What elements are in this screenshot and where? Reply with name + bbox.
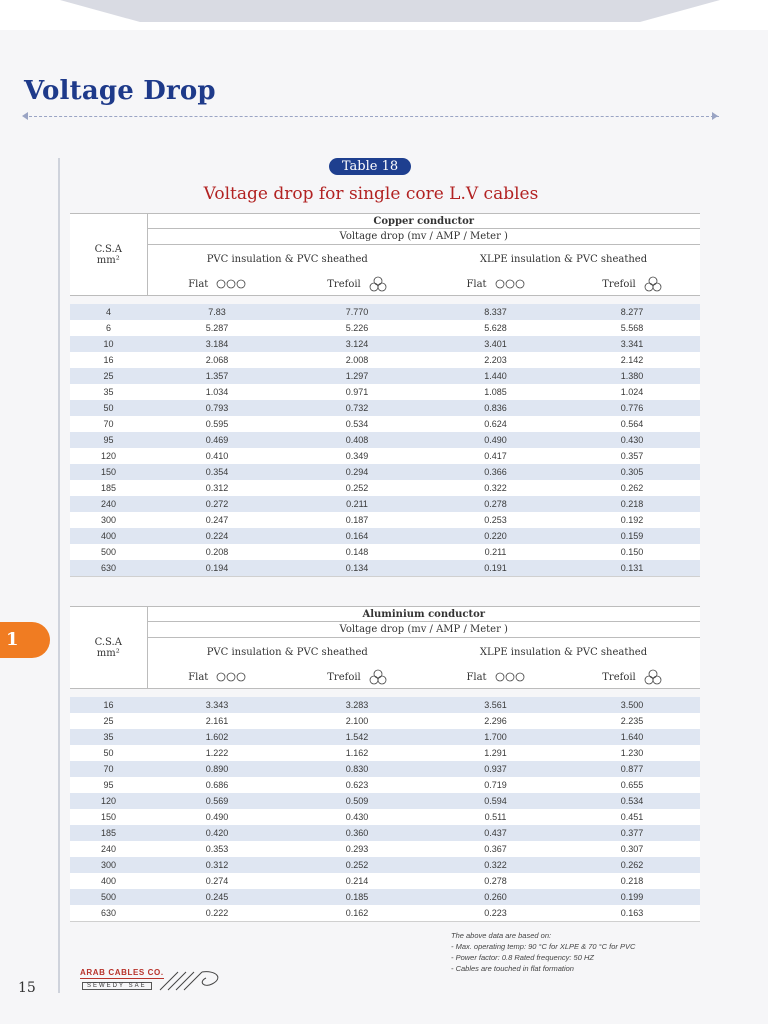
cell-pvc-flat: 0.274 <box>147 873 287 889</box>
cell-xlpe-flat: 0.437 <box>427 825 564 841</box>
copper-table-row <box>70 448 700 464</box>
cell-pvc-trefoil: 0.623 <box>287 777 427 793</box>
copper-table-row <box>70 496 700 512</box>
page-number: 15 <box>18 980 36 996</box>
cell-xlpe-trefoil: 0.131 <box>564 560 700 577</box>
cell-pvc-trefoil: 0.534 <box>287 416 427 432</box>
cell-pvc-flat: 0.354 <box>147 464 287 480</box>
cell-csa: 630 <box>70 560 147 577</box>
section-tab: 1 <box>0 622 50 658</box>
cell-pvc-flat: 3.343 <box>147 697 287 713</box>
flat-formation-icon <box>216 279 246 289</box>
trefoil-label: Trefoil <box>602 278 636 290</box>
cell-csa: 16 <box>70 697 147 713</box>
cell-pvc-flat: 0.490 <box>147 809 287 825</box>
cell-csa: 150 <box>70 809 147 825</box>
cell-pvc-flat: 0.353 <box>147 841 287 857</box>
cell-pvc-flat: 3.184 <box>147 336 287 352</box>
aluminium-table-row <box>70 745 700 761</box>
cell-pvc-trefoil: 1.542 <box>287 729 427 745</box>
footnote-line: - Max. operating temp: 90 °C for XLPE & 70 °C for PVC <box>451 942 636 951</box>
copper-table-row <box>70 528 700 544</box>
cell-xlpe-trefoil: 1.380 <box>564 368 700 384</box>
cell-csa: 25 <box>70 368 147 384</box>
cell-pvc-trefoil: 0.187 <box>287 512 427 528</box>
aluminium-table-row <box>70 841 700 857</box>
cell-xlpe-trefoil: 1.230 <box>564 745 700 761</box>
cell-pvc-trefoil: 1.297 <box>287 368 427 384</box>
logo-cable-icon <box>158 968 228 994</box>
cell-xlpe-flat: 0.223 <box>427 905 564 922</box>
cell-xlpe-flat: 0.719 <box>427 777 564 793</box>
cell-pvc-flat: 0.420 <box>147 825 287 841</box>
divider-right-arrow-icon <box>712 112 718 120</box>
cell-xlpe-flat: 3.401 <box>427 336 564 352</box>
footnote-line: - Power factor: 0.8 Rated frequency: 50 HZ <box>451 953 594 962</box>
cell-pvc-trefoil: 0.293 <box>287 841 427 857</box>
flat-formation-icon <box>216 672 246 682</box>
aluminium-table-row <box>70 777 700 793</box>
cell-csa: 50 <box>70 400 147 416</box>
cell-pvc-trefoil: 5.226 <box>287 320 427 336</box>
cell-xlpe-trefoil: 3.341 <box>564 336 700 352</box>
cell-csa: 95 <box>70 777 147 793</box>
cell-pvc-flat: 2.068 <box>147 352 287 368</box>
cell-csa: 185 <box>70 825 147 841</box>
cell-pvc-trefoil: 0.430 <box>287 809 427 825</box>
divider-left-arrow-icon <box>22 112 28 120</box>
flat-label: Flat <box>466 278 487 290</box>
cell-pvc-flat: 1.602 <box>147 729 287 745</box>
aluminium-table-row <box>70 889 700 905</box>
trefoil-formation-icon <box>644 276 662 292</box>
cell-pvc-trefoil: 7.770 <box>287 304 427 320</box>
cell-pvc-trefoil: 0.164 <box>287 528 427 544</box>
copper-table <box>70 213 700 577</box>
cell-pvc-flat: 1.034 <box>147 384 287 400</box>
logo-subtitle: SEWEDY SAE <box>82 982 152 990</box>
cell-pvc-flat: 0.208 <box>147 544 287 560</box>
flat-formation-icon <box>495 279 525 289</box>
cell-xlpe-trefoil: 0.163 <box>564 905 700 922</box>
copper-table-row <box>70 480 700 496</box>
cell-xlpe-flat: 0.220 <box>427 528 564 544</box>
trefoil-label: Trefoil <box>327 671 361 683</box>
pvc-heading: PVC insulation & PVC sheathed <box>147 245 427 274</box>
header-spacer <box>70 296 700 305</box>
cell-xlpe-flat: 0.322 <box>427 857 564 873</box>
cell-xlpe-flat: 0.322 <box>427 480 564 496</box>
cell-xlpe-trefoil: 0.564 <box>564 416 700 432</box>
flat-label: Flat <box>466 671 487 683</box>
aluminium-table-row <box>70 713 700 729</box>
cell-xlpe-flat: 3.561 <box>427 697 564 713</box>
cell-xlpe-flat: 0.937 <box>427 761 564 777</box>
table-title: Voltage drop for single core L.V cables <box>203 184 539 204</box>
csa-unit: mm² <box>96 254 120 266</box>
cell-xlpe-flat: 0.253 <box>427 512 564 528</box>
xlpe-flat-heading <box>427 273 564 296</box>
aluminium-table <box>70 606 700 922</box>
cell-pvc-flat: 0.222 <box>147 905 287 922</box>
voltage-drop-heading: Voltage drop (mv / AMP / Meter ) <box>147 622 700 638</box>
cell-pvc-trefoil: 0.148 <box>287 544 427 560</box>
xlpe-trefoil-heading <box>564 666 700 689</box>
cell-pvc-flat: 5.287 <box>147 320 287 336</box>
pvc-heading: PVC insulation & PVC sheathed <box>147 638 427 667</box>
cell-pvc-trefoil: 0.185 <box>287 889 427 905</box>
cell-csa: 70 <box>70 416 147 432</box>
trefoil-label: Trefoil <box>602 671 636 683</box>
top-decor <box>0 0 768 30</box>
cell-csa: 120 <box>70 448 147 464</box>
cell-pvc-flat: 1.222 <box>147 745 287 761</box>
cell-csa: 500 <box>70 889 147 905</box>
copper-table-row <box>70 384 700 400</box>
cell-csa: 70 <box>70 761 147 777</box>
cell-xlpe-flat: 2.203 <box>427 352 564 368</box>
cell-pvc-flat: 0.469 <box>147 432 287 448</box>
aluminium-table-row <box>70 729 700 745</box>
pvc-flat-heading <box>147 273 287 296</box>
cell-csa: 500 <box>70 544 147 560</box>
cell-xlpe-trefoil: 0.430 <box>564 432 700 448</box>
cell-csa: 50 <box>70 745 147 761</box>
cell-xlpe-trefoil: 2.235 <box>564 713 700 729</box>
cell-csa: 25 <box>70 713 147 729</box>
cell-xlpe-flat: 1.291 <box>427 745 564 761</box>
cell-pvc-trefoil: 0.509 <box>287 793 427 809</box>
cell-pvc-trefoil: 0.830 <box>287 761 427 777</box>
xlpe-heading: XLPE insulation & PVC sheathed <box>427 638 700 667</box>
copper-table-row <box>70 368 700 384</box>
aluminium-table-body <box>70 689 700 922</box>
cell-csa: 4 <box>70 304 147 320</box>
cell-xlpe-flat: 0.511 <box>427 809 564 825</box>
cell-xlpe-trefoil: 0.262 <box>564 480 700 496</box>
copper-table-row <box>70 304 700 320</box>
cell-csa: 120 <box>70 793 147 809</box>
copper-table-row <box>70 560 700 577</box>
copper-table-row <box>70 512 700 528</box>
csa-unit: mm² <box>96 647 120 659</box>
cell-csa: 300 <box>70 857 147 873</box>
cell-pvc-flat: 0.194 <box>147 560 287 577</box>
aluminium-table-row <box>70 905 700 922</box>
logo-company-name: ARAB CABLES CO. <box>80 968 164 977</box>
copper-table-row <box>70 416 700 432</box>
trefoil-label: Trefoil <box>327 278 361 290</box>
trefoil-formation-icon <box>644 669 662 685</box>
cell-xlpe-trefoil: 0.451 <box>564 809 700 825</box>
cell-pvc-flat: 0.272 <box>147 496 287 512</box>
cell-csa: 35 <box>70 384 147 400</box>
cell-xlpe-trefoil: 0.218 <box>564 496 700 512</box>
cell-pvc-flat: 0.595 <box>147 416 287 432</box>
cell-xlpe-flat: 0.211 <box>427 544 564 560</box>
cell-pvc-trefoil: 0.360 <box>287 825 427 841</box>
page-title: Voltage Drop <box>24 76 216 106</box>
pvc-flat-heading <box>147 666 287 689</box>
cell-csa: 95 <box>70 432 147 448</box>
cell-pvc-trefoil: 0.252 <box>287 480 427 496</box>
spacer-cell <box>70 296 700 305</box>
cell-xlpe-trefoil: 0.655 <box>564 777 700 793</box>
cell-pvc-trefoil: 1.162 <box>287 745 427 761</box>
xlpe-flat-heading <box>427 666 564 689</box>
cell-xlpe-flat: 1.440 <box>427 368 564 384</box>
aluminium-conductor-heading: Aluminium conductor <box>147 607 700 622</box>
cell-xlpe-trefoil: 0.534 <box>564 793 700 809</box>
cell-csa: 400 <box>70 873 147 889</box>
copper-table-row <box>70 336 700 352</box>
copper-table-row <box>70 400 700 416</box>
cell-pvc-trefoil: 0.294 <box>287 464 427 480</box>
cell-xlpe-trefoil: 0.776 <box>564 400 700 416</box>
cell-csa: 185 <box>70 480 147 496</box>
cell-pvc-flat: 0.793 <box>147 400 287 416</box>
cell-pvc-flat: 0.890 <box>147 761 287 777</box>
cell-xlpe-flat: 0.278 <box>427 496 564 512</box>
cell-xlpe-trefoil: 0.377 <box>564 825 700 841</box>
cell-xlpe-flat: 5.628 <box>427 320 564 336</box>
cell-xlpe-trefoil: 0.199 <box>564 889 700 905</box>
flat-label: Flat <box>188 671 209 683</box>
copper-table-row <box>70 464 700 480</box>
aluminium-table-row <box>70 857 700 873</box>
cell-pvc-flat: 0.245 <box>147 889 287 905</box>
title-divider <box>24 116 719 117</box>
cell-xlpe-flat: 0.367 <box>427 841 564 857</box>
copper-table-row <box>70 544 700 560</box>
cell-pvc-flat: 7.83 <box>147 304 287 320</box>
xlpe-heading: XLPE insulation & PVC sheathed <box>427 245 700 274</box>
cell-xlpe-trefoil: 0.305 <box>564 464 700 480</box>
cell-xlpe-trefoil: 0.357 <box>564 448 700 464</box>
cell-pvc-trefoil: 2.100 <box>287 713 427 729</box>
copper-table-row <box>70 352 700 368</box>
flat-label: Flat <box>188 278 209 290</box>
cell-pvc-trefoil: 0.971 <box>287 384 427 400</box>
voltage-drop-heading: Voltage drop (mv / AMP / Meter ) <box>147 229 700 245</box>
cell-xlpe-trefoil: 0.150 <box>564 544 700 560</box>
cell-pvc-trefoil: 0.211 <box>287 496 427 512</box>
copper-table-row <box>70 320 700 336</box>
cell-pvc-trefoil: 0.408 <box>287 432 427 448</box>
cell-xlpe-trefoil: 0.877 <box>564 761 700 777</box>
cell-xlpe-trefoil: 2.142 <box>564 352 700 368</box>
cell-xlpe-trefoil: 3.500 <box>564 697 700 713</box>
aluminium-table-row <box>70 697 700 713</box>
footnote-line: - Cables are touched in flat formation <box>451 964 574 973</box>
cell-csa: 10 <box>70 336 147 352</box>
cell-xlpe-trefoil: 0.192 <box>564 512 700 528</box>
cell-pvc-trefoil: 2.008 <box>287 352 427 368</box>
cell-pvc-trefoil: 0.349 <box>287 448 427 464</box>
cell-pvc-flat: 0.312 <box>147 480 287 496</box>
aluminium-table-row <box>70 793 700 809</box>
cell-xlpe-flat: 2.296 <box>427 713 564 729</box>
spacer-cell <box>70 689 700 698</box>
company-logo <box>80 968 230 996</box>
cell-xlpe-flat: 8.337 <box>427 304 564 320</box>
cell-xlpe-flat: 0.191 <box>427 560 564 577</box>
cell-csa: 240 <box>70 841 147 857</box>
cell-csa: 16 <box>70 352 147 368</box>
cell-xlpe-flat: 0.624 <box>427 416 564 432</box>
cell-xlpe-trefoil: 0.218 <box>564 873 700 889</box>
cell-xlpe-flat: 0.594 <box>427 793 564 809</box>
csa-label: C.S.A <box>94 636 122 648</box>
cell-pvc-flat: 0.569 <box>147 793 287 809</box>
footnote-line: The above data are based on: <box>451 931 552 940</box>
footnote <box>451 930 635 974</box>
cell-pvc-flat: 0.410 <box>147 448 287 464</box>
cell-pvc-trefoil: 0.732 <box>287 400 427 416</box>
cell-xlpe-flat: 0.836 <box>427 400 564 416</box>
cell-xlpe-trefoil: 0.262 <box>564 857 700 873</box>
cell-xlpe-flat: 0.490 <box>427 432 564 448</box>
cell-csa: 300 <box>70 512 147 528</box>
aluminium-table-row <box>70 761 700 777</box>
pvc-trefoil-heading <box>287 666 427 689</box>
pvc-trefoil-heading <box>287 273 427 296</box>
copper-conductor-heading: Copper conductor <box>147 214 700 229</box>
cell-pvc-trefoil: 0.134 <box>287 560 427 577</box>
cell-pvc-flat: 2.161 <box>147 713 287 729</box>
cell-xlpe-flat: 1.085 <box>427 384 564 400</box>
cell-xlpe-trefoil: 1.640 <box>564 729 700 745</box>
trefoil-formation-icon <box>369 276 387 292</box>
flat-formation-icon <box>495 672 525 682</box>
cell-pvc-trefoil: 0.162 <box>287 905 427 922</box>
csa-header <box>70 214 147 296</box>
csa-label: C.S.A <box>94 243 122 255</box>
table-badge: Table 18 <box>329 158 411 175</box>
cell-csa: 400 <box>70 528 147 544</box>
header-spacer <box>70 689 700 698</box>
xlpe-trefoil-heading <box>564 273 700 296</box>
left-margin-rule <box>58 158 60 993</box>
aluminium-table-row <box>70 873 700 889</box>
cell-pvc-trefoil: 3.124 <box>287 336 427 352</box>
cell-xlpe-flat: 0.278 <box>427 873 564 889</box>
cell-xlpe-trefoil: 1.024 <box>564 384 700 400</box>
cell-csa: 6 <box>70 320 147 336</box>
cell-xlpe-trefoil: 5.568 <box>564 320 700 336</box>
cell-xlpe-flat: 0.417 <box>427 448 564 464</box>
cell-xlpe-trefoil: 0.159 <box>564 528 700 544</box>
cell-xlpe-flat: 0.260 <box>427 889 564 905</box>
copper-table-row <box>70 432 700 448</box>
cell-xlpe-trefoil: 8.277 <box>564 304 700 320</box>
cell-pvc-flat: 0.686 <box>147 777 287 793</box>
cell-pvc-flat: 1.357 <box>147 368 287 384</box>
aluminium-table-row <box>70 809 700 825</box>
cell-xlpe-flat: 1.700 <box>427 729 564 745</box>
cell-pvc-flat: 0.312 <box>147 857 287 873</box>
cell-pvc-flat: 0.224 <box>147 528 287 544</box>
cell-pvc-trefoil: 3.283 <box>287 697 427 713</box>
aluminium-table-row <box>70 825 700 841</box>
cell-pvc-trefoil: 0.214 <box>287 873 427 889</box>
cell-xlpe-trefoil: 0.307 <box>564 841 700 857</box>
csa-header <box>70 607 147 689</box>
cell-pvc-flat: 0.247 <box>147 512 287 528</box>
cell-csa: 150 <box>70 464 147 480</box>
cell-csa: 630 <box>70 905 147 922</box>
copper-table-body <box>70 296 700 577</box>
trefoil-formation-icon <box>369 669 387 685</box>
cell-csa: 240 <box>70 496 147 512</box>
cell-csa: 35 <box>70 729 147 745</box>
cell-xlpe-flat: 0.366 <box>427 464 564 480</box>
cell-pvc-trefoil: 0.252 <box>287 857 427 873</box>
